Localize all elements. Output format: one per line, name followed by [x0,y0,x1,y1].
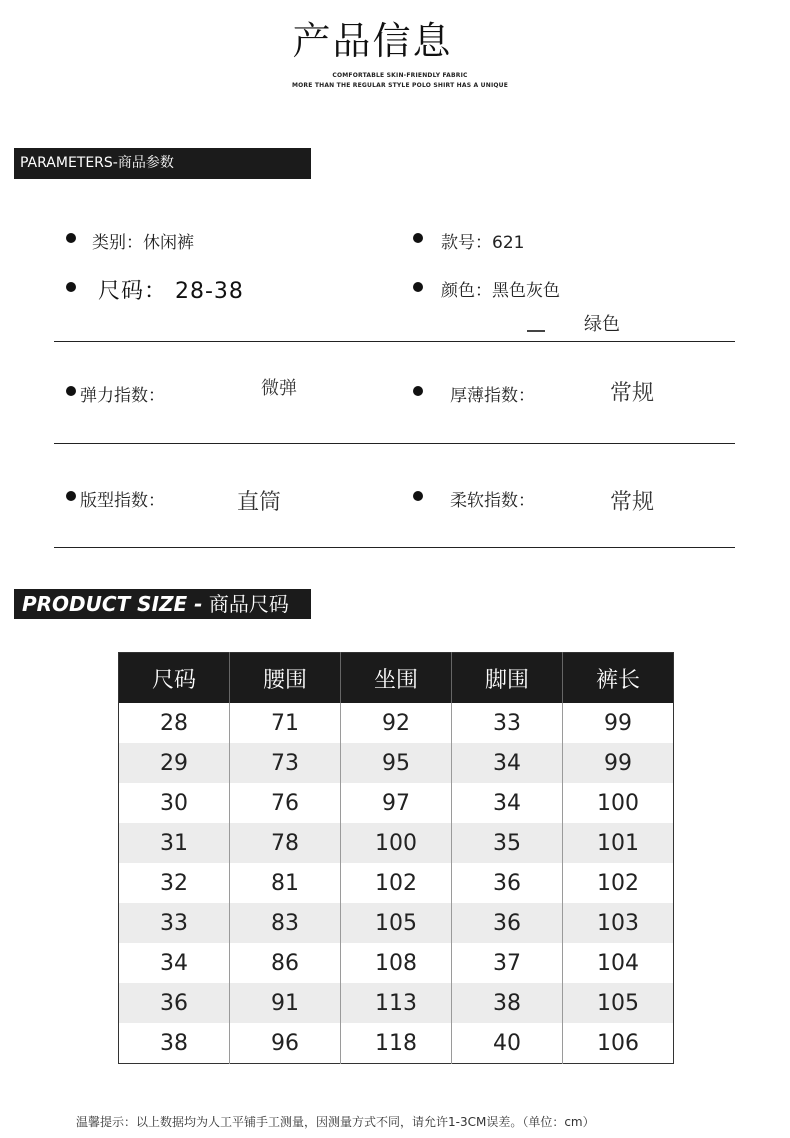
softness-label: 柔软指数： [450,491,535,511]
table-cell: 96 [230,1023,341,1064]
product-size-heading-cn: 商品尺码 [202,592,289,616]
table-cell: 92 [341,703,452,743]
table-cell: 34 [452,743,563,783]
product-size-heading [14,589,311,619]
header-leg-opening: 脚围 [452,653,563,704]
table-cell: 81 [230,863,341,903]
table-cell: 40 [452,1023,563,1064]
table-cell: 104 [597,950,639,976]
fit-label: 版型指数： [80,491,165,511]
table-cell: 113 [341,983,452,1023]
bullet-dot [66,233,76,243]
table-row [119,903,674,943]
size-table-header [119,653,674,704]
table-cell: 100 [341,823,452,863]
table-cell: 97 [341,783,452,823]
header-hip: 坐围 [341,653,452,704]
header-size: 尺码 [119,653,230,704]
divider [54,443,735,444]
table-row [119,863,674,903]
table-cell: 33 [119,903,230,943]
table-cell: 102 [341,863,452,903]
table-cell: 36 [452,903,563,943]
table-cell: 83 [230,903,341,943]
table-row [119,743,674,783]
table-row [119,783,674,823]
table-cell: 38 [452,983,563,1023]
table-row [119,1023,674,1064]
size-range-text: 尺码： 28-38 [98,279,244,304]
page-title: 产品信息 [292,19,453,63]
table-cell: 99 [563,743,674,783]
elasticity-value: 微弹 [261,378,297,399]
bullet-dot [413,491,423,501]
table-cell: 100 [597,790,639,816]
bullet-dot [413,386,423,396]
bullet-dot [66,282,76,292]
category-text: 类别：休闲裤 [92,233,194,253]
table-cell: 86 [230,943,341,983]
table-cell: 103 [563,903,674,943]
table-cell: 36 [119,983,230,1023]
size-table [118,652,674,1064]
measurement-note: 温馨提示：以上数据均为人工平铺手工测量，因测量方式不同，请允许1-3CM误差。（单位：cm） [76,1115,595,1129]
table-cell: 91 [230,983,341,1023]
table-cell: 32 [119,863,230,903]
table-cell: 34 [452,783,563,823]
table-cell: 37 [452,943,563,983]
divider [54,547,735,548]
table-cell: 101 [563,823,674,863]
table-cell: 105 [341,903,452,943]
parameters-heading: PARAMETERS-商品参数 [14,148,311,179]
table-cell: 105 [563,983,674,1023]
table-cell: 34 [119,943,230,983]
table-cell: 118 [341,1023,452,1064]
product-size-heading-en: PRODUCT SIZE - [22,592,203,616]
table-cell: 106 [597,1030,639,1056]
divider [54,341,735,342]
table-cell: 73 [230,743,341,783]
table-cell: 95 [341,743,452,783]
table-cell: 33 [452,703,563,743]
elasticity-label: 弹力指数： [80,386,165,406]
table-cell: 30 [119,783,230,823]
table-cell: 71 [230,703,341,743]
table-row [119,943,674,983]
table-cell: 35 [452,823,563,863]
subtitle-line-2: MORE THAN THE REGULAR STYLE POLO SHIRT HAS A UNIQUE [291,82,509,89]
bullet-dot [66,386,76,396]
thickness-value: 常规 [610,381,655,406]
header-waist: 腰围 [230,653,341,704]
table-cell: 78 [230,823,341,863]
header-length: 裤长 [563,653,674,704]
table-row [119,823,674,863]
table-row [119,983,674,1023]
table-row [119,703,674,743]
softness-value: 常规 [610,490,655,515]
table-cell: 38 [119,1023,230,1064]
subtitle-line-1: COMFORTABLE SKIN-FRIENDLY FABRIC [332,72,468,79]
table-cell: 99 [604,710,632,736]
color-text: 颜色：黑色灰色 [441,281,560,301]
table-cell: 29 [119,743,230,783]
bullet-dot [66,491,76,501]
style-number-text: 款号：621 [441,233,525,253]
fit-value: 直筒 [237,490,282,515]
color-extra-text: 绿色 [584,314,620,335]
thickness-label: 厚薄指数： [450,386,535,406]
table-cell: 36 [452,863,563,903]
table-cell: 28 [119,703,230,743]
table-cell: 102 [597,870,639,896]
underline-mark [527,330,545,332]
table-cell: 76 [230,783,341,823]
bullet-dot [413,233,423,243]
table-cell: 108 [341,943,452,983]
bullet-dot [413,282,423,292]
table-cell: 31 [119,823,230,863]
